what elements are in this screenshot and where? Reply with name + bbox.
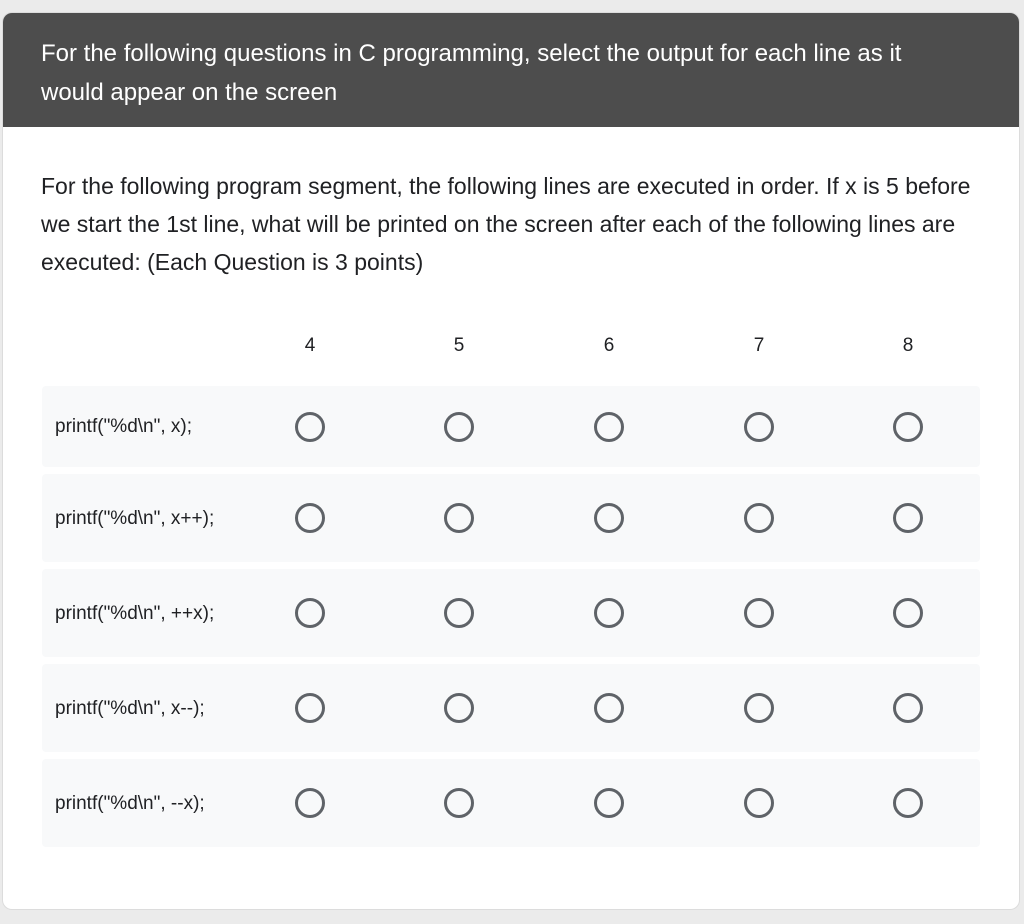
- radio-option-4[interactable]: [295, 503, 325, 533]
- radio-option-7[interactable]: [744, 503, 774, 533]
- radio-option-6[interactable]: [594, 412, 624, 442]
- radio-option-8[interactable]: [893, 598, 923, 628]
- grid-row: [42, 664, 980, 752]
- radio-option-4[interactable]: [295, 693, 325, 723]
- row-label: printf("%d\n", x++);: [55, 508, 215, 529]
- grid-rows: [42, 386, 980, 847]
- column-header-6: 6: [603, 335, 615, 356]
- radio-option-5[interactable]: [444, 503, 474, 533]
- grid-row: [42, 569, 980, 657]
- row-label: printf("%d\n", x--);: [55, 698, 205, 719]
- radio-option-7[interactable]: [744, 693, 774, 723]
- radio-option-7[interactable]: [744, 598, 774, 628]
- radio-option-6[interactable]: [594, 598, 624, 628]
- section-title: For the following questions in C programming, select the output for each line as it would appear on the screen: [41, 40, 902, 106]
- radio-option-5[interactable]: [444, 412, 474, 442]
- radio-option-4[interactable]: [295, 598, 325, 628]
- radio-option-6[interactable]: [594, 693, 624, 723]
- grid-column-headers: [42, 331, 980, 386]
- column-header-7: 7: [753, 335, 765, 356]
- radio-option-8[interactable]: [893, 693, 923, 723]
- radio-option-4[interactable]: [295, 788, 325, 818]
- row-label: printf("%d\n", x);: [55, 416, 193, 437]
- grid-row: [42, 474, 980, 562]
- radio-option-6[interactable]: [594, 503, 624, 533]
- radio-option-7[interactable]: [744, 788, 774, 818]
- question-description: For the following program segment, the following lines are executed in order. If x is 5 before we start the 1st line, what will be printed on the screen after each of the following lines are executed: (Each Question is 3 points): [41, 173, 971, 275]
- radio-option-8[interactable]: [893, 788, 923, 818]
- radio-option-6[interactable]: [594, 788, 624, 818]
- column-header-5: 5: [453, 335, 465, 356]
- grid-row: [42, 759, 980, 847]
- radio-option-8[interactable]: [893, 503, 923, 533]
- row-label: printf("%d\n", ++x);: [55, 603, 215, 624]
- radio-option-5[interactable]: [444, 598, 474, 628]
- multiple-choice-grid: [42, 331, 980, 854]
- row-label: printf("%d\n", --x);: [55, 793, 205, 814]
- column-header-8: 8: [902, 335, 914, 356]
- section-header: [3, 13, 1019, 127]
- radio-option-4[interactable]: [295, 412, 325, 442]
- radio-option-8[interactable]: [893, 412, 923, 442]
- column-header-4: 4: [304, 335, 316, 356]
- radio-option-5[interactable]: [444, 693, 474, 723]
- radio-option-5[interactable]: [444, 788, 474, 818]
- grid-row: [42, 386, 980, 467]
- radio-option-7[interactable]: [744, 412, 774, 442]
- question-card: [3, 13, 1019, 909]
